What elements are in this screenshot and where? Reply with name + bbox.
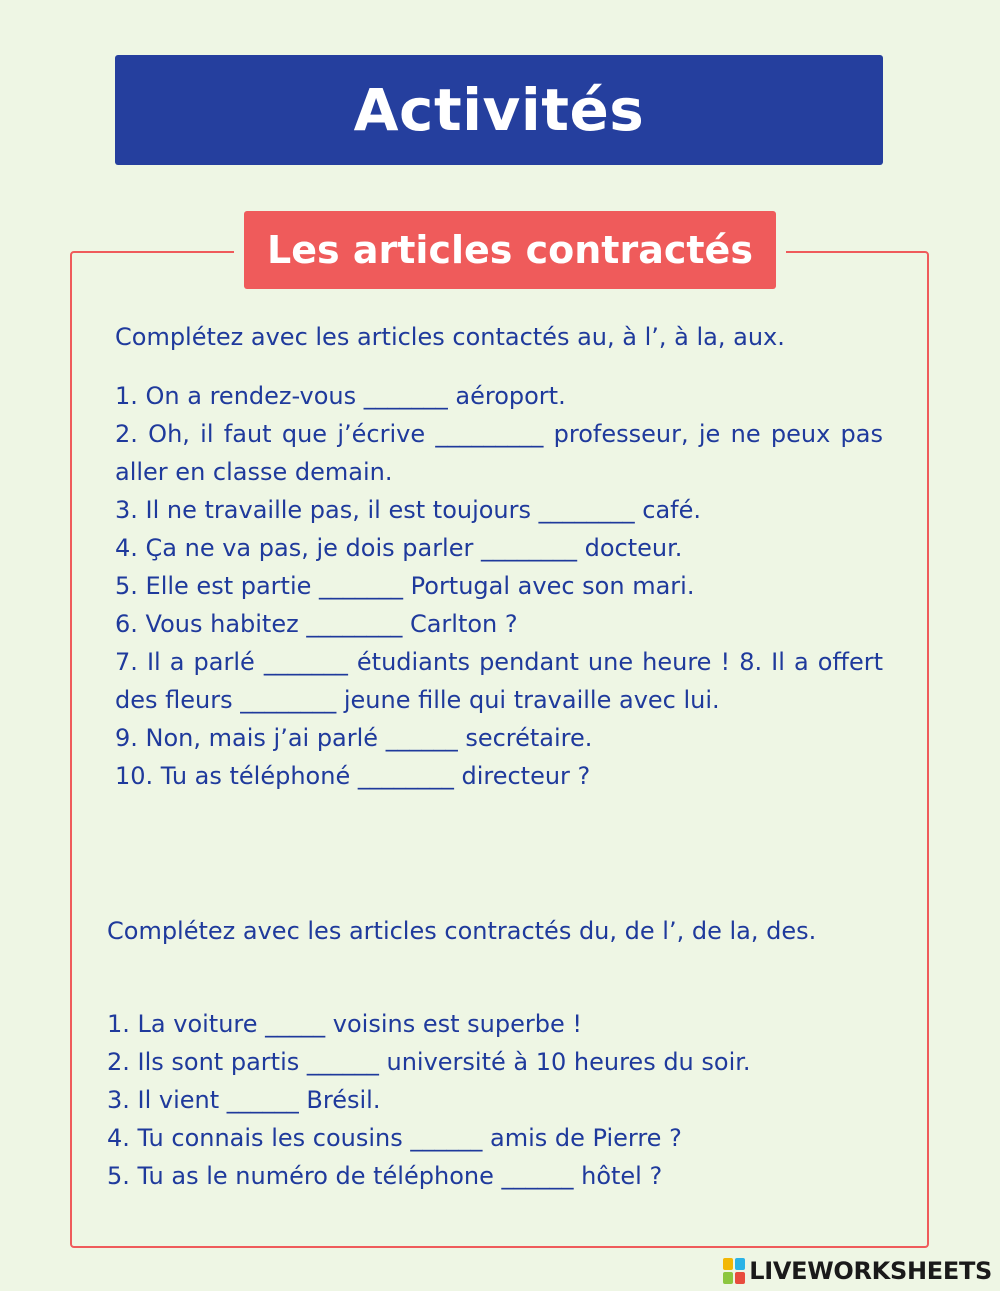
exercise-section-2 [107,911,892,1195]
question-item: 3. Il ne travaille pas, il est toujours ________ café. [115,496,702,524]
question-item: 2. Oh, il faut que j’écrive _________ professeur, je ne peux pas aller en classe demain. [115,420,883,486]
subtitle-banner [244,211,776,289]
question-item: 2. Ils sont partis ______ université à 10 heures du soir. [107,1048,751,1076]
liveworksheets-watermark [723,1257,992,1285]
question-item: 5. Tu as le numéro de téléphone ______ hôtel ? [107,1162,663,1190]
instruction-2: Complétez avec les articles contractés du, de l’, de la, des. [107,917,817,945]
question-item: 7. Il a parlé _______ étudiants pendant une heure ! 8. Il a offert des fleurs ________ jeune fille qui travaille avec lui. [115,648,883,714]
page-title: Activités [353,76,645,144]
exercise-section-1 [115,317,883,795]
question-list-1 [115,377,883,795]
question-item: 1. On a rendez-vous _______ aéroport. [115,382,566,410]
question-item: 9. Non, mais j’ai parlé ______ secrétaire. [115,724,593,752]
question-item: 3. Il vient ______ Brésil. [107,1086,381,1114]
question-item: 1. La voiture _____ voisins est superbe ! [107,1010,582,1038]
question-item: 4. Tu connais les cousins ______ amis de Pierre ? [107,1124,682,1152]
subtitle-text: Les articles contractés [267,228,753,272]
liveworksheets-logo-icon [723,1258,745,1284]
title-banner [115,55,883,165]
question-item: 5. Elle est partie _______ Portugal avec son mari. [115,572,695,600]
question-item: 10. Tu as téléphoné ________ directeur ? [115,762,591,790]
question-item: 4. Ça ne va pas, je dois parler ________ docteur. [115,534,683,562]
brand-name: LIVEWORKSHEETS [749,1257,992,1285]
instruction-1: Complétez avec les articles contactés au, à l’, à la, aux. [115,323,785,351]
question-item: 6. Vous habitez ________ Carlton ? [115,610,518,638]
question-list-2 [107,1005,892,1195]
